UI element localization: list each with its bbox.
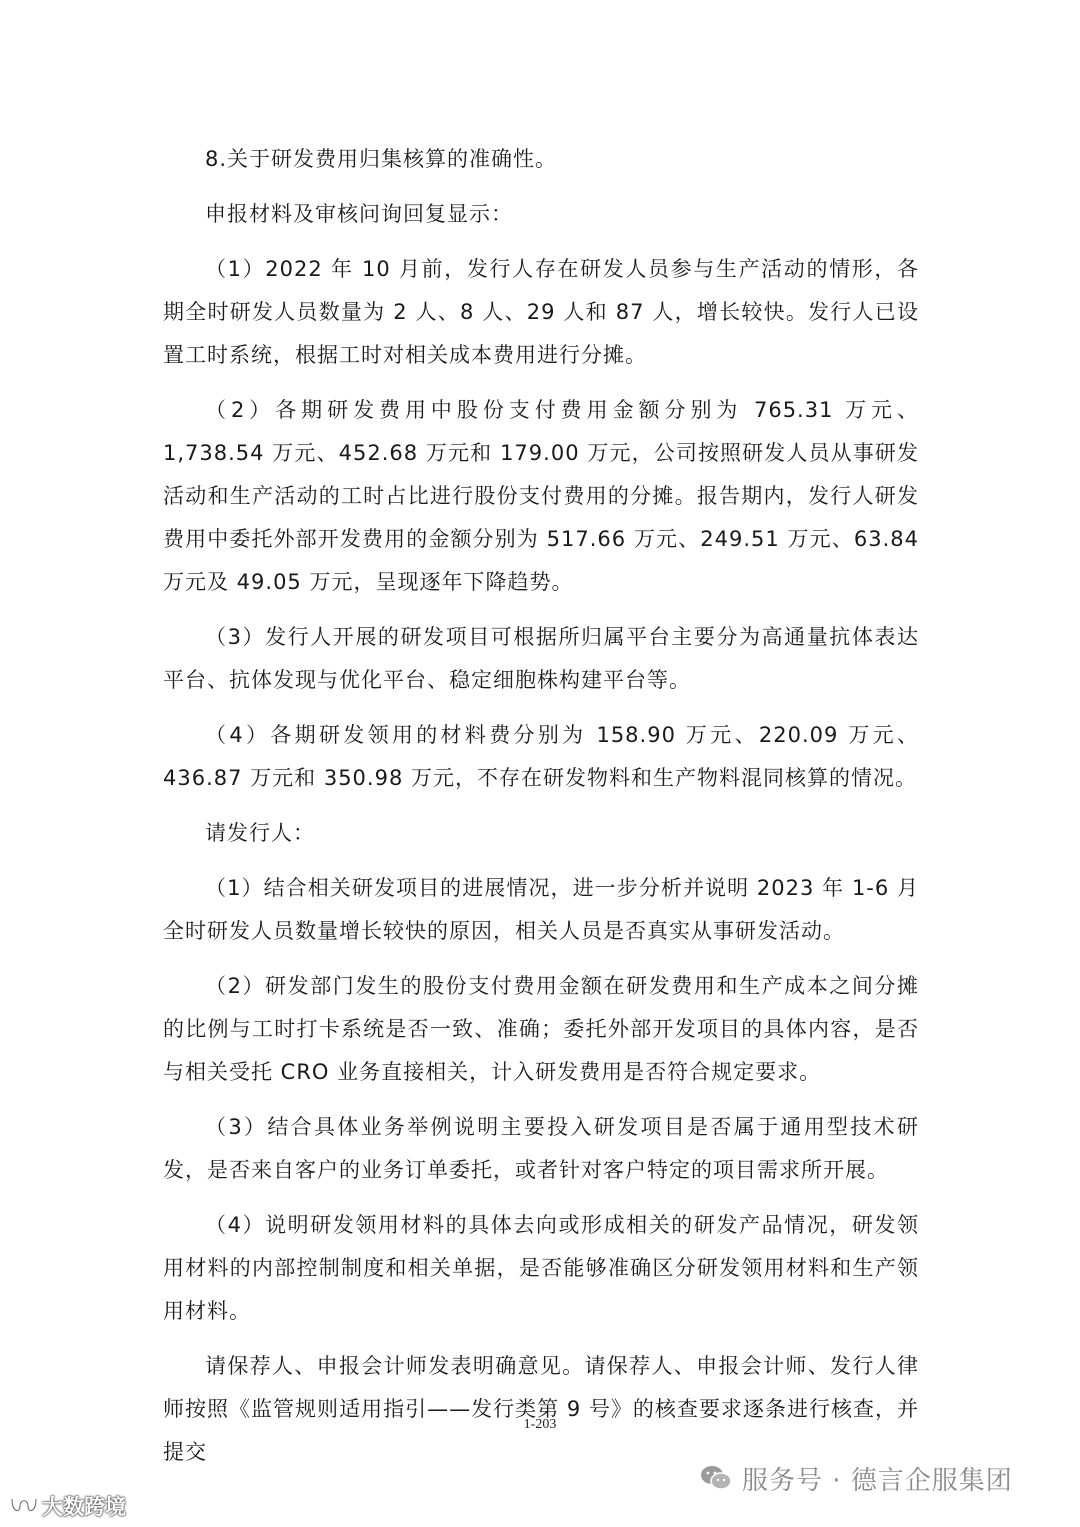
paragraph: （3）发行人开展的研发项目可根据所归属平台主要分为高通量抗体表达平台、抗体发现与优化平台、稳定细胞株构建平台等。 xyxy=(163,625,919,692)
paragraph: 申报材料及审核问询回复显示： xyxy=(205,202,513,226)
paragraph: （1）2022 年 10 月前，发行人存在研发人员参与生产活动的情形，各期全时研发人员数量为 2 人、8 人、29 人和 87 人，增长较快。发行人已设置工时系统，根据工时对相关成本费用进行分摊。 xyxy=(163,257,919,367)
paragraph: （3）结合具体业务举例说明主要投入研发项目是否属于通用型技术研发，是否来自客户的业务订单委托，或者针对客户特定的项目需求所开展。 xyxy=(163,1115,919,1182)
wechat-icon xyxy=(700,1464,732,1492)
paragraph: （4）说明研发领用材料的具体去向或形成相关的研发产品情况，研发领用材料的内部控制制度和相关单据，是否能够准确区分研发领用材料和生产领用材料。 xyxy=(163,1213,919,1323)
paragraph: （4）各期研发领用的材料费分别为 158.90 万元、220.09 万元、436.87 万元和 350.98 万元，不存在研发物料和生产物料混同核算的情况。 xyxy=(163,723,919,790)
brand-logo-icon xyxy=(8,1495,38,1517)
paragraph: （2）各期研发费用中股份支付费用金额分别为 765.31 万元、1,738.54 万元、452.68 万元和 179.00 万元，公司按照研发人员从事研发活动和生产活动的工时占比进行股份支付费用的分摊。报告期内，发行人研发费用中委托外部开发费用的金额分别为 517.66 万元、249.51 万元、63.84 万元及 49.05 万元，呈现逐年下降趋势。 xyxy=(163,398,919,594)
paragraph: 请发行人： xyxy=(205,821,315,845)
watermark-right-text: 服务号 · 德言企服集团 xyxy=(742,1465,1013,1496)
paragraph: 请保荐人、申报会计师发表明确意见。请保荐人、申报会计师、发行人律师按照《监管规则适用指引——发行类第 9 号》的核查要求逐条进行核查，并提交 xyxy=(163,1354,919,1464)
paragraph: （2）研发部门发生的股份支付费用金额在研发费用和生产成本之间分摊的比例与工时打卡系统是否一致、准确；委托外部开发项目的具体内容，是否与相关受托 CRO 业务直接相关，计入研发费用是否符合规定要求。 xyxy=(163,974,919,1084)
document-body xyxy=(163,138,919,1483)
section-heading: 8.关于研发费用归集核算的准确性。 xyxy=(205,147,558,171)
paragraph: （1）结合相关研发项目的进展情况，进一步分析并说明 2023 年 1-6 月全时研发人员数量增长较快的原因，相关人员是否真实从事研发活动。 xyxy=(163,876,919,943)
watermark-left-text: 大数跨境 xyxy=(42,1495,126,1519)
source-watermark xyxy=(8,1492,126,1520)
page-number: 1-203 xyxy=(523,1417,557,1432)
wechat-watermark xyxy=(700,1458,1013,1498)
